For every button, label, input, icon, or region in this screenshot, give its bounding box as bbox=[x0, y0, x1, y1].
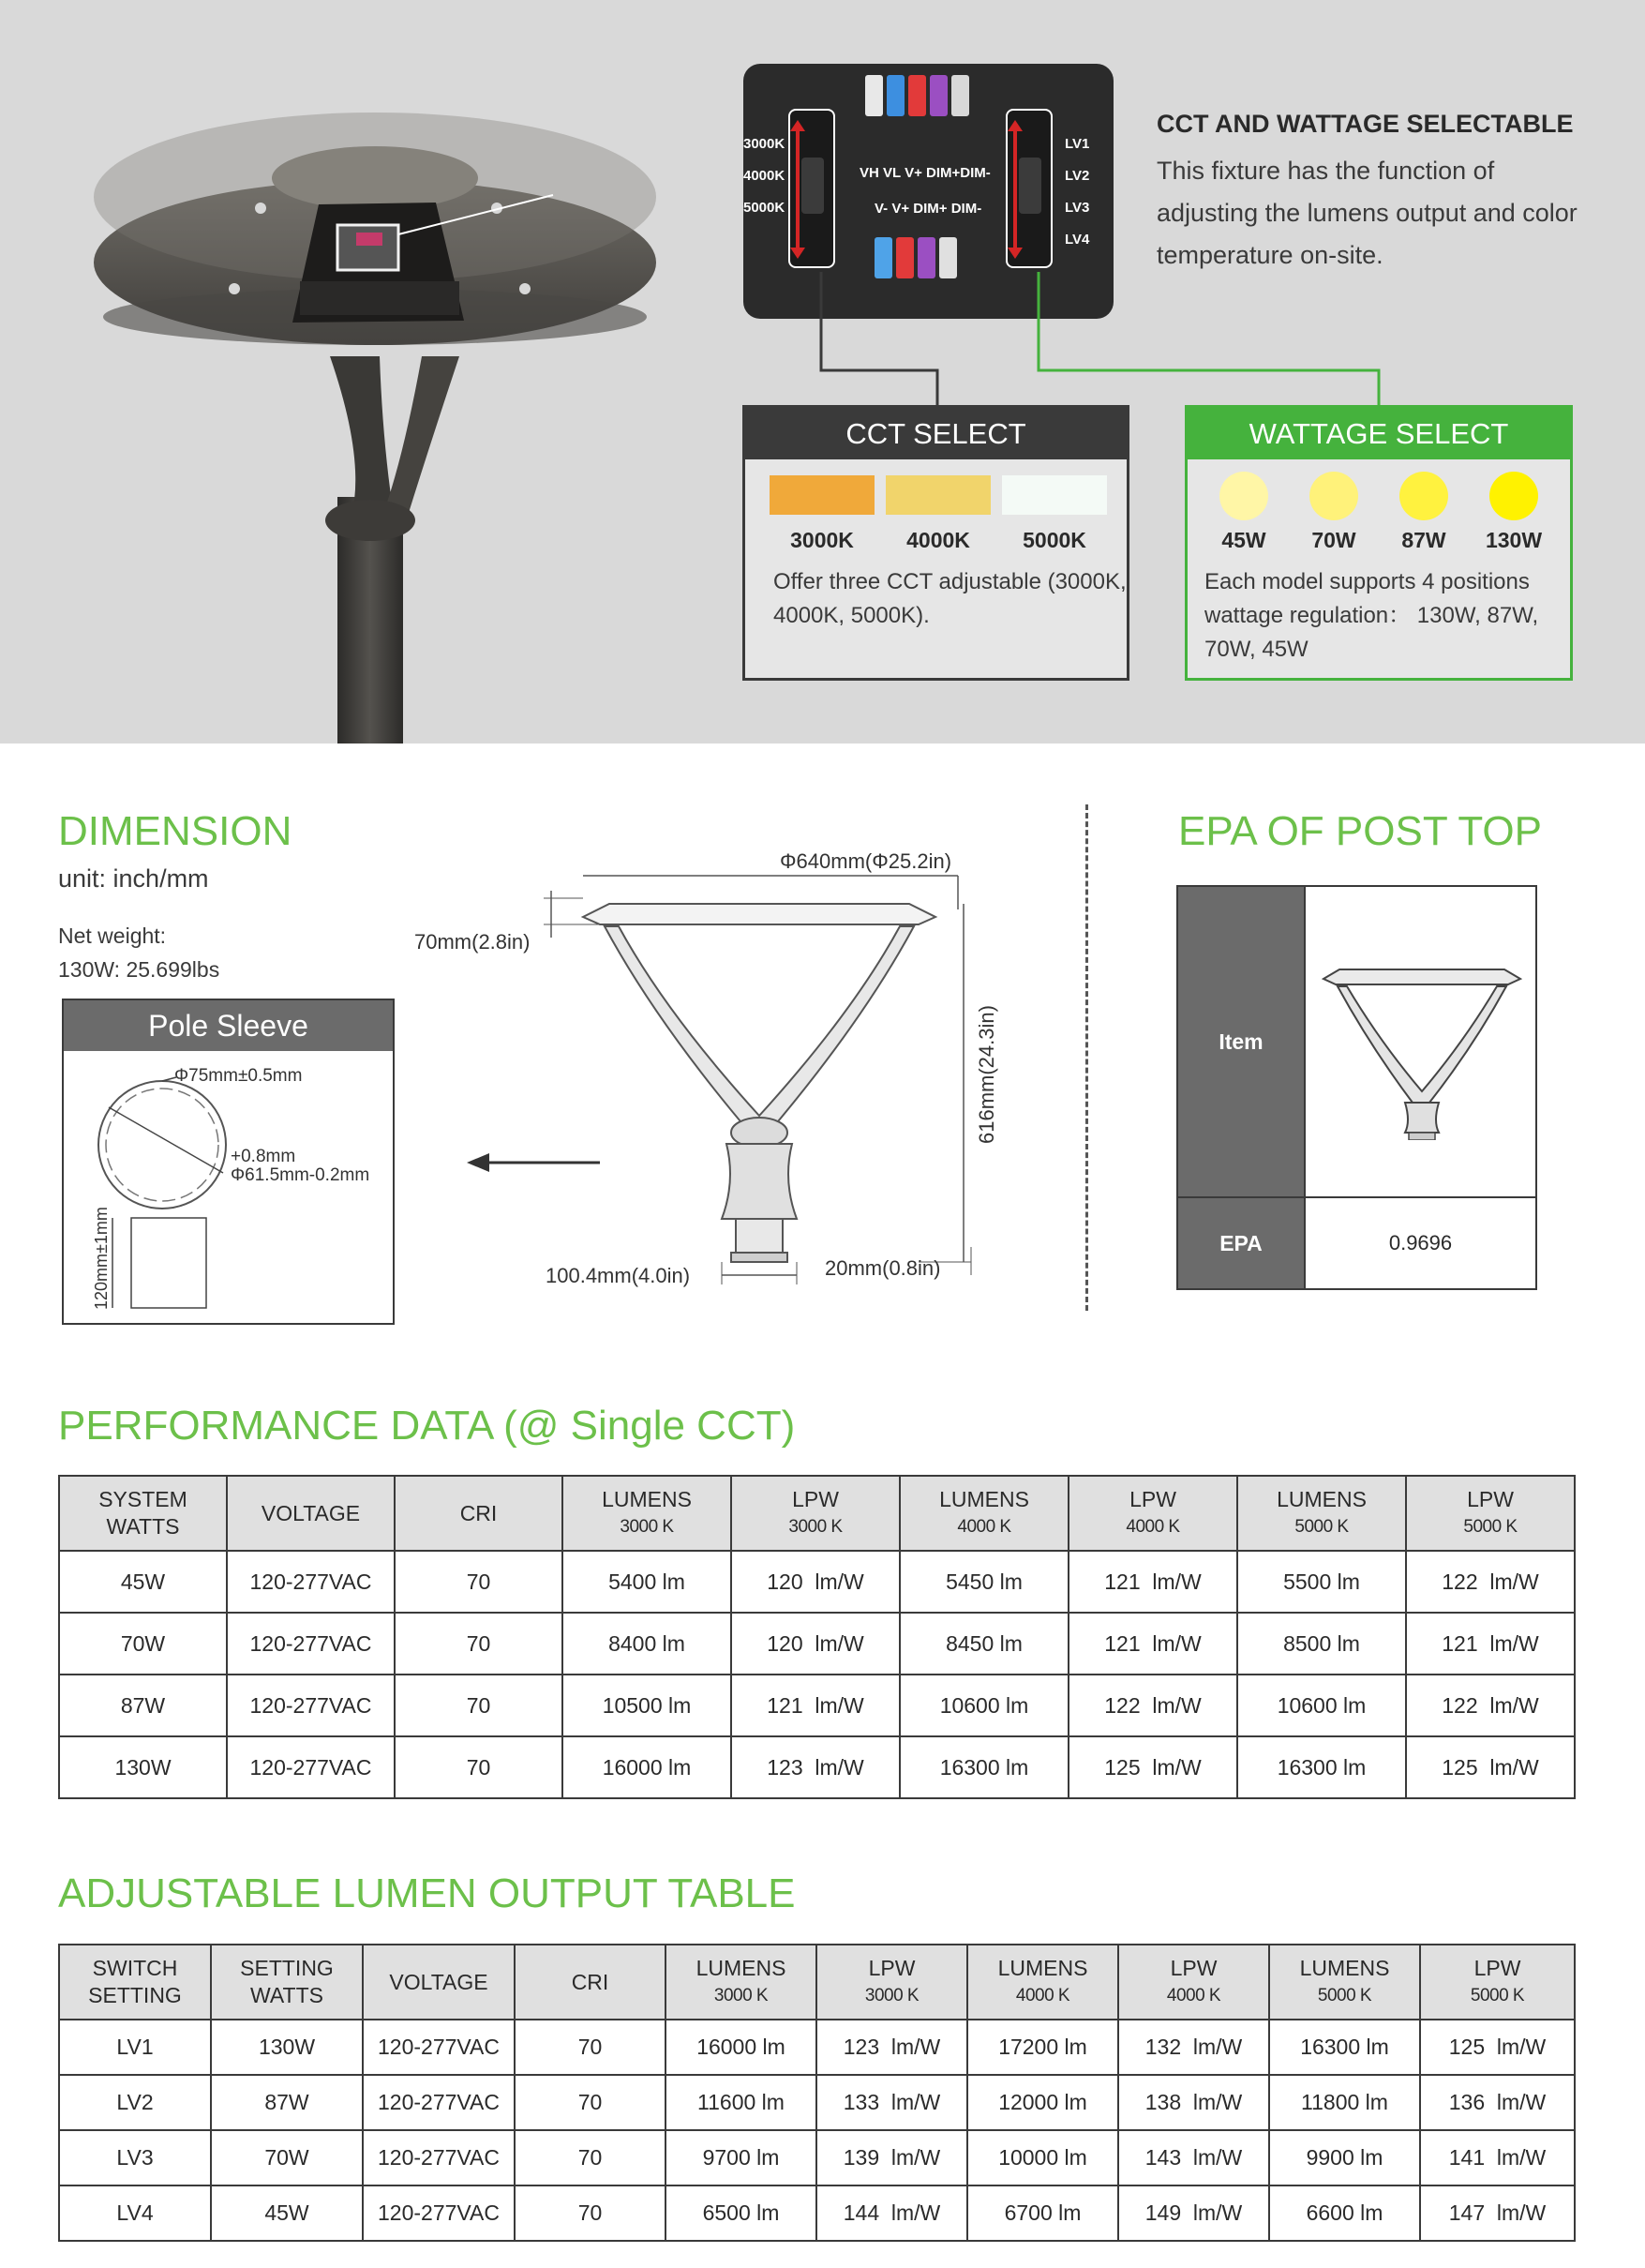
header-cell bbox=[227, 1476, 395, 1551]
header-label: LUMENS bbox=[1277, 1487, 1367, 1511]
header-label: LPW bbox=[1467, 1487, 1514, 1511]
header-cell bbox=[515, 1945, 665, 2020]
table-cell: 16300 lm bbox=[1237, 1736, 1406, 1798]
table-cell: 8500 lm bbox=[1237, 1613, 1406, 1675]
switch-panel bbox=[743, 64, 1114, 319]
table-cell: 16000 lm bbox=[562, 1736, 731, 1798]
dim-diameter: Φ640mm(Φ25.2in) bbox=[780, 849, 952, 873]
epa-item-label: Item bbox=[1178, 887, 1304, 1196]
table-cell: 120-277VAC bbox=[227, 1675, 395, 1736]
table-cell: 138 lm/W bbox=[1118, 2075, 1269, 2130]
table-cell: 10000 lm bbox=[967, 2130, 1118, 2185]
adjustable-header-row bbox=[59, 1945, 1575, 2020]
dim-base-height: 20mm(0.8in) bbox=[825, 1256, 941, 1280]
header-label: SETTING bbox=[240, 1956, 334, 1980]
table-cell: 5500 lm bbox=[1237, 1551, 1406, 1613]
header-label: LUMENS bbox=[695, 1956, 786, 1980]
sleeve-inner-dia: Φ61.5mm-0.2mm bbox=[231, 1165, 370, 1185]
table-cell: 70 bbox=[515, 2130, 665, 2185]
header-cell bbox=[395, 1476, 562, 1551]
table-cell: 125 lm/W bbox=[1420, 2020, 1575, 2075]
table-cell: 9700 lm bbox=[665, 2130, 816, 2185]
table-cell: 8450 lm bbox=[900, 1613, 1069, 1675]
table-cell: 120-277VAC bbox=[227, 1613, 395, 1675]
header-cell bbox=[1406, 1476, 1575, 1551]
header-label: LPW bbox=[1129, 1487, 1176, 1511]
table-cell: 122 lm/W bbox=[1406, 1551, 1575, 1613]
header-cell bbox=[816, 1945, 967, 2020]
table-row bbox=[59, 1551, 1575, 1613]
header-label: CRI bbox=[571, 1969, 609, 1994]
net-weight-value: 130W: 25.699lbs bbox=[58, 957, 220, 982]
table-cell: 70 bbox=[515, 2185, 665, 2241]
table-cell: 143 lm/W bbox=[1118, 2130, 1269, 2185]
table-cell: LV4 bbox=[59, 2185, 211, 2241]
table-cell: LV2 bbox=[59, 2075, 211, 2130]
table-cell: 147 lm/W bbox=[1420, 2185, 1575, 2241]
header-cell bbox=[1237, 1476, 1406, 1551]
table-cell: 141 lm/W bbox=[1420, 2130, 1575, 2185]
cct-label-3000k: 3000K bbox=[743, 136, 785, 152]
cct-select-box bbox=[742, 405, 1129, 681]
swatch-label-3000k: 3000K bbox=[790, 528, 854, 552]
epa-table bbox=[1176, 885, 1537, 1290]
lower-terminal-labels: V- V+ DIM+ DIM- bbox=[875, 201, 982, 217]
header-label: SWITCH bbox=[92, 1956, 178, 1980]
table-cell: 70 bbox=[515, 2075, 665, 2130]
table-cell: 133 lm/W bbox=[816, 2075, 967, 2130]
header-cell bbox=[1269, 1945, 1420, 2020]
header-label: VOLTAGE bbox=[261, 1500, 361, 1525]
table-cell: 122 lm/W bbox=[1406, 1675, 1575, 1736]
header-cell bbox=[1118, 1945, 1269, 2020]
table-cell: 6500 lm bbox=[665, 2185, 816, 2241]
header-sublabel: 3000 K bbox=[620, 1517, 674, 1537]
performance-header-row bbox=[59, 1476, 1575, 1551]
header-label: LPW bbox=[1473, 1956, 1521, 1980]
swatch-5000k bbox=[1002, 475, 1107, 515]
sleeve-outer-dia: Φ75mm±0.5mm bbox=[174, 1066, 303, 1086]
net-weight-label: Net weight: bbox=[58, 924, 167, 948]
header-cell bbox=[731, 1476, 900, 1551]
sleeve-tol-plus: +0.8mm bbox=[231, 1147, 296, 1166]
dot-45w bbox=[1219, 472, 1268, 520]
header-label: LPW bbox=[1170, 1956, 1218, 1980]
lower-connector bbox=[875, 237, 957, 278]
dot-label-87w: 87W bbox=[1401, 528, 1446, 552]
lv-label-1: LV1 bbox=[1065, 136, 1090, 152]
table-cell: 17200 lm bbox=[967, 2020, 1118, 2075]
cct-switch bbox=[788, 109, 835, 268]
upper-connector bbox=[865, 75, 969, 116]
table-cell: 70 bbox=[395, 1675, 562, 1736]
table-cell: 120 lm/W bbox=[731, 1551, 900, 1613]
epa-lamp-drawing bbox=[1319, 924, 1525, 1140]
header-label: SYSTEM bbox=[98, 1487, 187, 1511]
header-label: CRI bbox=[459, 1500, 498, 1525]
header-sublabel: 4000 K bbox=[1015, 1986, 1070, 2005]
table-cell: 125 lm/W bbox=[1069, 1736, 1237, 1798]
header-sublabel: 5000 K bbox=[1470, 1986, 1525, 2005]
header-cell bbox=[59, 1476, 227, 1551]
pole-sleeve-title: Pole Sleeve bbox=[64, 1000, 393, 1051]
dot-label-130w: 130W bbox=[1485, 528, 1543, 552]
cct-label-4000k: 4000K bbox=[743, 168, 785, 184]
dot-130w bbox=[1489, 472, 1538, 520]
table-cell: 123 lm/W bbox=[731, 1736, 900, 1798]
table-cell: 45W bbox=[211, 2185, 363, 2241]
cct-label-5000k: 5000K bbox=[743, 200, 785, 216]
table-cell: 125 lm/W bbox=[1406, 1736, 1575, 1798]
dot-70w bbox=[1309, 472, 1358, 520]
epa-value: 0.9696 bbox=[1388, 1231, 1453, 1254]
dimension-title: DIMENSION bbox=[58, 808, 292, 854]
performance-table bbox=[58, 1475, 1576, 1799]
header-label: LPW bbox=[792, 1487, 839, 1511]
table-cell: 149 lm/W bbox=[1118, 2185, 1269, 2241]
table-cell: 120-277VAC bbox=[363, 2130, 515, 2185]
header-sublabel: WATTS bbox=[106, 1514, 180, 1539]
header-label: LUMENS bbox=[997, 1956, 1088, 1980]
header-cell bbox=[562, 1476, 731, 1551]
lv-label-3: LV3 bbox=[1065, 200, 1090, 216]
header-label: VOLTAGE bbox=[389, 1969, 488, 1994]
swatch-3000k bbox=[770, 475, 875, 515]
adjustable-title: ADJUSTABLE LUMEN OUTPUT TABLE bbox=[58, 1870, 796, 1916]
table-row bbox=[59, 2020, 1575, 2075]
table-cell: 132 lm/W bbox=[1118, 2020, 1269, 2075]
table-cell: 11600 lm bbox=[665, 2075, 816, 2130]
dot-87w bbox=[1399, 472, 1448, 520]
pole-sleeve-box bbox=[62, 999, 395, 1325]
header-sublabel: 5000 K bbox=[1294, 1517, 1349, 1537]
wattage-select-box bbox=[1185, 405, 1573, 681]
upper-terminal-labels: VH VL V+ DIM+DIM- bbox=[860, 165, 991, 181]
table-cell: 11800 lm bbox=[1269, 2075, 1420, 2130]
dot-label-70w: 70W bbox=[1311, 528, 1356, 552]
header-cell bbox=[211, 1945, 363, 2020]
section-divider bbox=[1085, 804, 1088, 1311]
header-cell bbox=[665, 1945, 816, 2020]
dim-top-height: 70mm(2.8in) bbox=[414, 930, 531, 954]
header-sublabel: 4000 K bbox=[1166, 1986, 1221, 2005]
table-cell: 8400 lm bbox=[562, 1613, 731, 1675]
table-row bbox=[59, 1675, 1575, 1736]
table-cell: 6700 lm bbox=[967, 2185, 1118, 2241]
table-cell: 16300 lm bbox=[1269, 2020, 1420, 2075]
table-cell: 70 bbox=[515, 2020, 665, 2075]
header-cell bbox=[1069, 1476, 1237, 1551]
header-sublabel: WATTS bbox=[250, 1983, 323, 2007]
table-row bbox=[59, 2075, 1575, 2130]
wattage-select-title: WATTAGE SELECT bbox=[1188, 408, 1570, 459]
lv-label-4: LV4 bbox=[1065, 232, 1090, 248]
header-cell bbox=[900, 1476, 1069, 1551]
table-cell: 121 lm/W bbox=[1069, 1551, 1237, 1613]
header-label: LUMENS bbox=[939, 1487, 1029, 1511]
dimension-unit: unit: inch/mm bbox=[58, 864, 209, 893]
header-sublabel: 5000 K bbox=[1317, 1986, 1372, 2005]
table-cell: 121 lm/W bbox=[1406, 1613, 1575, 1675]
header-cell bbox=[363, 1945, 515, 2020]
table-cell: 121 lm/W bbox=[1069, 1613, 1237, 1675]
header-sublabel: 4000 K bbox=[1126, 1517, 1180, 1537]
table-cell: 120-277VAC bbox=[363, 2075, 515, 2130]
header-sublabel: 3000 K bbox=[713, 1986, 769, 2005]
dot-label-45w: 45W bbox=[1221, 528, 1266, 552]
table-cell: 121 lm/W bbox=[731, 1675, 900, 1736]
feature-heading: CCT AND WATTAGE SELECTABLE bbox=[1157, 110, 1574, 138]
table-cell: 130W bbox=[211, 2020, 363, 2075]
net-weight bbox=[58, 919, 219, 986]
header-sublabel: 4000 K bbox=[957, 1517, 1011, 1537]
table-cell: 70 bbox=[395, 1613, 562, 1675]
header-cell bbox=[967, 1945, 1118, 2020]
lv-label-2: LV2 bbox=[1065, 168, 1090, 184]
table-cell: 70 bbox=[395, 1736, 562, 1798]
header-sublabel: SETTING bbox=[88, 1983, 182, 2007]
table-row bbox=[59, 2130, 1575, 2185]
header-sublabel: 3000 K bbox=[788, 1517, 843, 1537]
pole-sleeve-drawing bbox=[64, 1051, 393, 1323]
table-cell: 120-277VAC bbox=[363, 2020, 515, 2075]
fixture-photo bbox=[84, 103, 665, 743]
adjustable-table bbox=[58, 1944, 1576, 2242]
cct-swatches bbox=[770, 475, 1118, 515]
table-cell: 10600 lm bbox=[1237, 1675, 1406, 1736]
dimension-drawing bbox=[412, 834, 1022, 1303]
table-cell: 16300 lm bbox=[900, 1736, 1069, 1798]
table-cell: 16000 lm bbox=[665, 2020, 816, 2075]
table-cell: 70 bbox=[395, 1551, 562, 1613]
table-cell: 136 lm/W bbox=[1420, 2075, 1575, 2130]
header-cell bbox=[59, 1945, 211, 2020]
header-sublabel: 3000 K bbox=[864, 1986, 920, 2005]
table-cell: 5450 lm bbox=[900, 1551, 1069, 1613]
dim-total-height: 616mm(24.3in) bbox=[975, 1005, 998, 1144]
table-cell: 120-277VAC bbox=[227, 1551, 395, 1613]
table-cell: 120-277VAC bbox=[227, 1736, 395, 1798]
table-cell: 120 lm/W bbox=[731, 1613, 900, 1675]
feature-band bbox=[0, 0, 1645, 743]
table-cell: 10600 lm bbox=[900, 1675, 1069, 1736]
feature-description: This fixture has the function of adjusting the lumens output and color temperature on-site. bbox=[1157, 157, 1578, 269]
header-sublabel: 5000 K bbox=[1463, 1517, 1518, 1537]
table-cell: 70W bbox=[59, 1613, 227, 1675]
table-cell: 122 lm/W bbox=[1069, 1675, 1237, 1736]
table-cell: 144 lm/W bbox=[816, 2185, 967, 2241]
performance-title: PERFORMANCE DATA (@ Single CCT) bbox=[58, 1403, 796, 1449]
cct-select-text: Offer three CCT adjustable (3000K, 4000K, 5000K). bbox=[773, 569, 1127, 628]
header-cell bbox=[1420, 1945, 1575, 2020]
table-cell: 70W bbox=[211, 2130, 363, 2185]
table-cell: 87W bbox=[59, 1675, 227, 1736]
wattage-select-text: Each model supports 4 positions wattage regulation： 130W, 87W, 70W, 45W bbox=[1204, 569, 1539, 662]
table-cell: 123 lm/W bbox=[816, 2020, 967, 2075]
swatch-label-4000k: 4000K bbox=[906, 528, 970, 552]
table-cell: 45W bbox=[59, 1551, 227, 1613]
table-row bbox=[59, 1736, 1575, 1798]
header-label: LUMENS bbox=[1299, 1956, 1390, 1980]
wattage-switch bbox=[1006, 109, 1053, 268]
table-cell: 9900 lm bbox=[1269, 2130, 1420, 2185]
table-cell: 12000 lm bbox=[967, 2075, 1118, 2130]
header-label: LPW bbox=[868, 1956, 916, 1980]
table-cell: 5400 lm bbox=[562, 1551, 731, 1613]
table-cell: 10500 lm bbox=[562, 1675, 731, 1736]
dim-base-width: 100.4mm(4.0in) bbox=[546, 1264, 691, 1287]
table-cell: 139 lm/W bbox=[816, 2130, 967, 2185]
table-cell: LV1 bbox=[59, 2020, 211, 2075]
table-cell: 120-277VAC bbox=[363, 2185, 515, 2241]
table-cell: 130W bbox=[59, 1736, 227, 1798]
table-row bbox=[59, 2185, 1575, 2241]
epa-title: EPA OF POST TOP bbox=[1178, 808, 1542, 854]
sleeve-height: 120mm±1mm bbox=[92, 1207, 111, 1310]
swatch-label-5000k: 5000K bbox=[1023, 528, 1086, 552]
table-cell: LV3 bbox=[59, 2130, 211, 2185]
table-cell: 87W bbox=[211, 2075, 363, 2130]
table-cell: 6600 lm bbox=[1269, 2185, 1420, 2241]
table-row bbox=[59, 1613, 1575, 1675]
epa-label: EPA bbox=[1178, 1198, 1304, 1288]
swatch-4000k bbox=[886, 475, 991, 515]
cct-select-title: CCT SELECT bbox=[745, 408, 1127, 459]
header-label: LUMENS bbox=[602, 1487, 692, 1511]
